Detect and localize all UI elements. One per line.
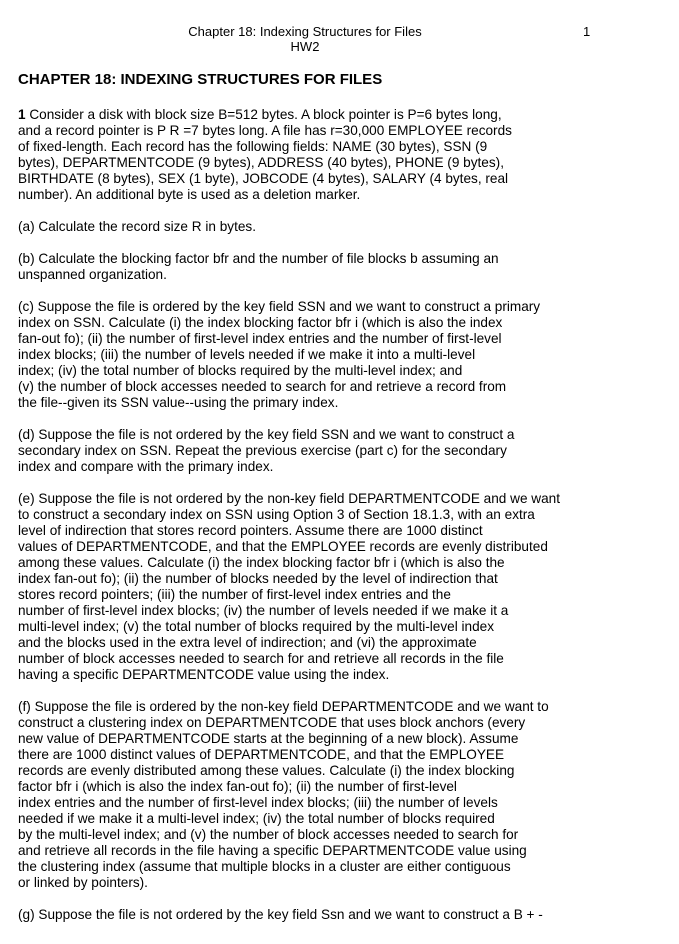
- part-e-line: stores record pointers; (iii) the number of first-level index entries and the: [18, 587, 451, 602]
- part-a: [18, 219, 663, 235]
- question-body: [18, 107, 663, 939]
- part-g: [18, 907, 663, 923]
- part-e-line: (e) Suppose the file is not ordered by the non-key field DEPARTMENTCODE and we want: [18, 491, 560, 506]
- page-number: 1: [583, 24, 591, 39]
- part-f-line: needed if we make it a multi-level index; (iv) the total number of blocks required: [18, 811, 495, 826]
- part-f: [18, 699, 663, 891]
- part-f-line: and retrieve all records in the file having a specific DEPARTMENTCODE value using: [18, 843, 527, 858]
- intro-line: and a record pointer is P R =7 bytes long. A file has r=30,000 EMPLOYEE records: [18, 123, 512, 138]
- part-c-line: the file--given its SSN value--using the primary index.: [18, 395, 339, 410]
- part-e-line: level of indirection that stores record pointers. Assume there are 1000 distinct: [18, 523, 483, 538]
- question-intro: [18, 107, 663, 203]
- part-f-line: by the multi-level index; and (v) the number of block accesses needed to search for: [18, 827, 519, 842]
- part-f-line: the clustering index (assume that multiple blocks in a cluster are either contiguous: [18, 859, 511, 874]
- part-f-line: there are 1000 distinct values of DEPARTMENTCODE, and that the EMPLOYEE: [18, 747, 505, 762]
- part-a-line: (a) Calculate the record size R in bytes.: [18, 219, 256, 234]
- part-d-line: (d) Suppose the file is not ordered by the key field SSN and we want to construct a: [18, 427, 515, 442]
- part-b-line: unspanned organization.: [18, 267, 167, 282]
- chapter-title: CHAPTER 18: INDEXING STRUCTURES FOR FILES: [18, 71, 383, 88]
- header-chapter-line: Chapter 18: Indexing Structures for Files: [188, 24, 422, 39]
- intro-line: of fixed-length. Each record has the following fields: NAME (30 bytes), SSN (9: [18, 139, 488, 154]
- part-f-line: new value of DEPARTMENTCODE starts at the beginning of a new block). Assume: [18, 731, 519, 746]
- part-c-line: fan-out fo); (ii) the number of first-level index entries and the number of first-level: [18, 331, 502, 346]
- part-g-line: (g) Suppose the file is not ordered by the key field Ssn and we want to construct a B + -: [18, 907, 543, 922]
- part-e-line: to construct a secondary index on SSN using Option 3 of Section 18.1.3, with an extra: [18, 507, 535, 522]
- part-e-line: number of first-level index blocks; (iv) the number of levels needed if we make it a: [18, 603, 509, 618]
- intro-line: BIRTHDATE (8 bytes), SEX (1 byte), JOBCODE (4 bytes), SALARY (4 bytes, real: [18, 171, 509, 186]
- part-d: [18, 427, 663, 475]
- part-e-line: among these values. Calculate (i) the index blocking factor bfr i (which is also the: [18, 555, 505, 570]
- part-c-line: index blocks; (iii) the number of levels needed if we make it into a multi-level: [18, 347, 476, 362]
- part-f-line: (f) Suppose the file is ordered by the non-key field DEPARTMENTCODE and we want to: [18, 699, 549, 714]
- part-e-line: and the blocks used in the extra level of indirection; and (vi) the approximate: [18, 635, 477, 650]
- part-f-line: factor bfr i (which is also the index fan-out fo); (ii) the number of first-level: [18, 779, 457, 794]
- part-e-line: values of DEPARTMENTCODE, and that the EMPLOYEE records are evenly distributed: [18, 539, 548, 554]
- part-c-line: (v) the number of block accesses needed to search for and retrieve a record from: [18, 379, 507, 394]
- intro-line: bytes), DEPARTMENTCODE (9 bytes), ADDRESS (40 bytes), PHONE (9 bytes),: [18, 155, 504, 170]
- part-d-line: index and compare with the primary index.: [18, 459, 274, 474]
- part-f-line: or linked by pointers).: [18, 875, 148, 890]
- part-f-line: index entries and the number of first-level index blocks; (iii) the number of levels: [18, 795, 498, 810]
- part-e-line: index fan-out fo); (ii) the number of blocks needed by the level of indirection that: [18, 571, 498, 586]
- part-e: [18, 491, 663, 683]
- part-e-line: multi-level index; (v) the total number of blocks required by the multi-level index: [18, 619, 494, 634]
- header-hw-line: HW2: [290, 39, 320, 54]
- part-c-line: index on SSN. Calculate (i) the index blocking factor bfr i (which is also the index: [18, 315, 503, 330]
- intro-line: 1 Consider a disk with block size B=512 bytes. A block pointer is P=6 bytes long,: [18, 107, 502, 122]
- part-f-line: records are evenly distributed among these values. Calculate (i) the index blocking: [18, 763, 515, 778]
- part-e-line: having a specific DEPARTMENTCODE value using the index.: [18, 667, 390, 682]
- part-e-line: number of block accesses needed to search for and retrieve all records in the file: [18, 651, 504, 666]
- part-b-line: (b) Calculate the blocking factor bfr and the number of file blocks b assuming an: [18, 251, 499, 266]
- part-c-line: (c) Suppose the file is ordered by the key field SSN and we want to construct a primary: [18, 299, 541, 314]
- part-c-line: index; (iv) the total number of blocks required by the multi-level index; and: [18, 363, 463, 378]
- part-d-line: secondary index on SSN. Repeat the previous exercise (part c) for the secondary: [18, 443, 507, 458]
- question-number: 1: [18, 107, 26, 122]
- intro-line: number). An additional byte is used as a deletion marker.: [18, 187, 361, 202]
- running-header: [0, 24, 610, 54]
- part-c: [18, 299, 663, 411]
- part-f-line: construct a clustering index on DEPARTMENTCODE that uses block anchors (every: [18, 715, 526, 730]
- part-b: [18, 251, 663, 283]
